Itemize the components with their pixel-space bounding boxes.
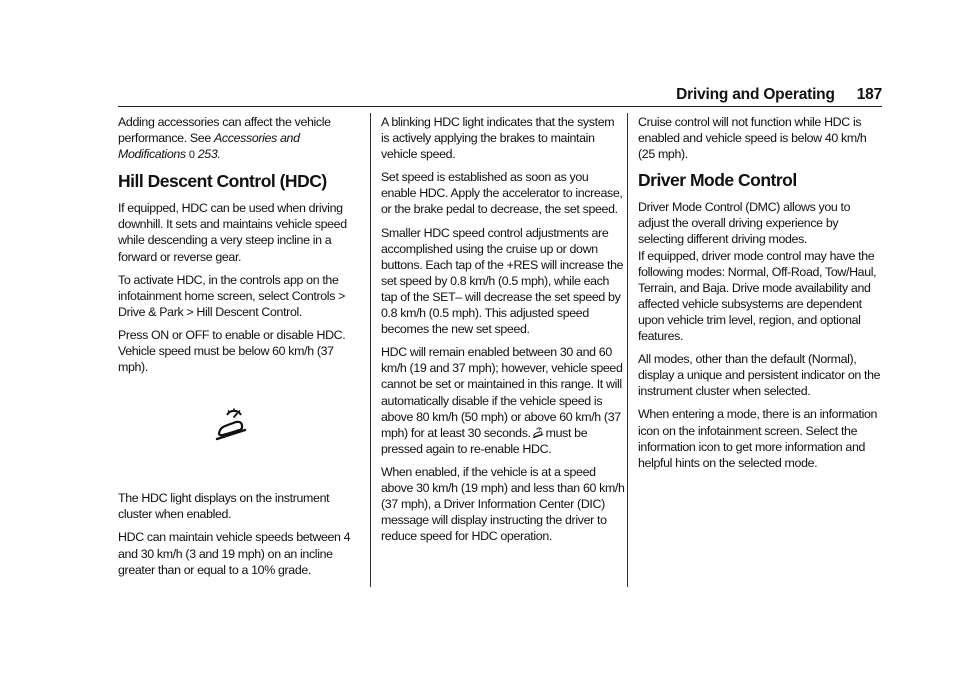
dmc-paragraph: If equipped, driver mode control may have the following modes: Normal, Off-Road, Tow/Haul, Terrain, and Baja. Drive mode availability and affected vehicle subsystems are dependent upon vehicle trim level, region, and optional features. [638,248,877,344]
hdc-paragraph: Smaller HDC speed control adjustments are accomplished using the cruise up or down buttons. Each tap of the +RES will increase the set speed by 0.8 km/h (0.5 mph), while each tap of the SET– will decrease the set speed by 0.8 km/h (0.5 mph). This adjusted speed becomes the new set speed. [381,225,624,337]
column-1 [118,114,362,585]
hdc-paragraph: Press ON or OFF to enable or disable HDC. Vehicle speed must be below 60 km/h (37 mph). [118,327,346,375]
dmc-paragraph: All modes, other than the default (Normal), display a unique and persistent indicator on the instrument cluster when selected. [638,352,881,399]
hdc-paragraph: HDC can maintain vehicle speeds between 4 and 30 km/h (3 and 19 mph) on an incline greater than or equal to a 10% grade. [118,530,351,577]
hdc-reenable-text: must be pressed again to re-enable HDC. [381,425,588,456]
hdc-paragraph [381,344,625,457]
hill-descent-control-icon [214,406,248,442]
column-3 [638,114,882,478]
hdc-disable-text: HDC will remain enabled between 30 and 60 km/h (19 and 37 mph); however, vehicle speed cannot be set or maintained in this range. It will automatically disable if the vehicle speed is above 80 km/h (50 mph) or above 60 km/h (37 mph) for at least 30 seconds. [381,345,623,440]
page-reference-icon: 0 [188,149,195,162]
hdc-heading: Hill Descent Control (HDC) [118,171,327,192]
hdc-paragraph: The HDC light displays on the instrument cluster when enabled. [118,491,330,522]
accessories-link[interactable]: Accessories and Modifications [118,131,300,162]
hdc-paragraph: If equipped, HDC can be used when driving downhill. It sets and maintains vehicle speed while descending a very steep incline in a forward or reverse gear. [118,201,347,264]
section-title: Driving and Operating [676,86,835,103]
dmc-paragraph: Driver Mode Control (DMC) allows you to adjust the overall driving experience by selecting different driving modes. [638,200,851,247]
column-2 [381,114,625,551]
dmc-heading: Driver Mode Control [638,170,797,191]
hdc-paragraph: To activate HDC, in the controls app on the infotainment home screen, select Controls > Drive & Park > Hill Descent Control. [118,272,346,319]
hdc-paragraph: When enabled, if the vehicle is at a speed above 30 km/h (19 mph) and less than 60 km/h (37 mph), a Driver Information Center (DIC) message will display instructing the driver to reduce speed for HDC operation. [381,464,625,544]
running-header [676,86,882,104]
column-divider [627,113,628,587]
dmc-paragraph: When entering a mode, there is an information icon on the infotainment screen. Select the information icon to get more information and helpful hints on the selected mode. [638,407,878,470]
hdc-paragraph: Set speed is established as soon as you enable HDC. Apply the accelerator to increase, or the brake pedal to decrease, the set speed. [381,170,623,217]
accessories-note [118,114,362,163]
cruise-note: Cruise control will not function while HDC is enabled and vehicle speed is below 40 km/h (25 mph). [638,115,867,162]
hdc-icon-figure [118,382,362,490]
accessories-note-text: Adding accessories can affect the vehicle performance. See [118,115,331,146]
accessories-page-ref[interactable]: 253. [197,147,221,162]
header-rule [118,106,882,107]
page-number: 187 [856,86,882,103]
column-divider [370,113,371,587]
hdc-paragraph: A blinking HDC light indicates that the system is actively applying the brakes to maintain vehicle speed. [381,115,615,162]
hill-descent-control-icon [532,426,544,439]
